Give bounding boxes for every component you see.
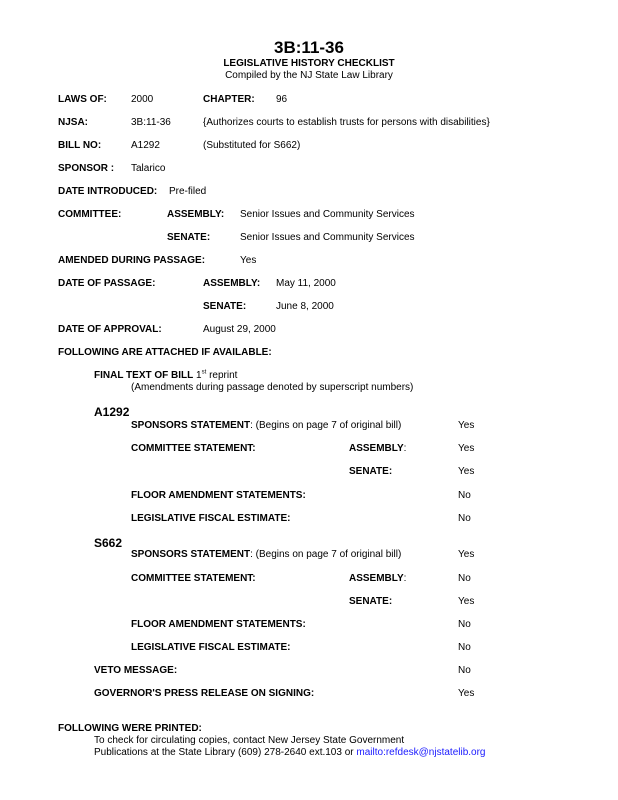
press-release-value: Yes (458, 688, 475, 699)
s662-sponsors-statement (131, 549, 401, 561)
s662-sponsors-note: : (Begins on page 7 of original bill) (250, 549, 402, 560)
printed-line-2 (94, 747, 486, 759)
a1292-floor-value: No (458, 490, 471, 501)
committee-label: COMMITTEE: (58, 209, 122, 220)
s662-assembly-value: No (458, 573, 471, 584)
s662-senate-label: SENATE: (349, 596, 393, 607)
sponsor-label: SPONSOR : (58, 163, 115, 174)
veto-value: No (458, 665, 471, 676)
final-text-line (94, 370, 237, 382)
final-text-number: 1 (196, 370, 202, 381)
a1292-fiscal-value: No (458, 513, 471, 524)
bill-no-value: A1292 (131, 140, 160, 151)
passage-senate-label: SENATE: (203, 301, 247, 312)
a1292-assembly-value: Yes (458, 443, 475, 454)
final-text-superscript: st (201, 369, 207, 376)
njsa-description: {Authorizes courts to establish trusts for persons with disabilities} (203, 117, 490, 128)
chapter-value: 96 (276, 94, 288, 105)
passage-label: DATE OF PASSAGE: (58, 278, 156, 289)
s662-senate-value: Yes (458, 596, 475, 607)
press-release-label: GOVERNOR'S PRESS RELEASE ON SIGNING: (94, 688, 315, 699)
a1292-sponsors-label: SPONSORS STATEMENT (131, 420, 251, 431)
document-citation: 3B:11-36 (274, 38, 344, 57)
passage-senate-value: June 8, 2000 (276, 301, 334, 312)
approval-value: August 29, 2000 (203, 324, 276, 335)
email-link[interactable]: mailto:refdesk@njstatelib.org (356, 747, 486, 758)
passage-assembly-value: May 11, 2000 (276, 278, 336, 289)
a1292-sponsors-value: Yes (458, 420, 475, 431)
committee-senate-value: Senior Issues and Community Services (240, 232, 415, 243)
printed-heading: FOLLOWING WERE PRINTED: (58, 723, 202, 734)
s662-assembly-colon: : (403, 573, 407, 584)
a1292-senate-value: Yes (458, 466, 475, 477)
committee-senate-label: SENATE: (167, 232, 211, 243)
date-introduced-value: Pre-filed (169, 186, 207, 197)
s662-fiscal-label: LEGISLATIVE FISCAL ESTIMATE: (131, 642, 291, 653)
approval-label: DATE OF APPROVAL: (58, 324, 162, 335)
chapter-label: CHAPTER: (203, 94, 255, 105)
a1292-senate-label: SENATE: (349, 466, 393, 477)
veto-label: VETO MESSAGE: (94, 665, 178, 676)
committee-assembly-label: ASSEMBLY: (167, 209, 225, 220)
laws-of-value: 2000 (131, 94, 154, 105)
s662-fiscal-value: No (458, 642, 471, 653)
a1292-sponsors-note: : (Begins on page 7 of original bill) (250, 420, 402, 431)
laws-of-label: LAWS OF: (58, 94, 107, 105)
compiled-by: Compiled by the NJ State Law Library (225, 70, 393, 81)
date-introduced-label: DATE INTRODUCED: (58, 186, 158, 197)
bill-no-label: BILL NO: (58, 140, 102, 151)
njsa-value: 3B:11-36 (131, 117, 171, 128)
passage-assembly-label: ASSEMBLY: (203, 278, 261, 289)
s662-heading: S662 (94, 536, 123, 550)
committee-assembly-value: Senior Issues and Community Services (240, 209, 415, 220)
amended-value: Yes (240, 255, 257, 266)
a1292-floor-label: FLOOR AMENDMENT STATEMENTS: (131, 490, 306, 501)
s662-sponsors-value: Yes (458, 549, 475, 560)
a1292-assembly-colon: : (403, 443, 407, 454)
a1292-committee-label: COMMITTEE STATEMENT: (131, 443, 256, 454)
s662-floor-value: No (458, 619, 471, 630)
s662-assembly-line (349, 573, 406, 585)
printed-line-1: To check for circulating copies, contact New Jersey State Government (94, 735, 405, 746)
final-text-label: FINAL TEXT OF BILL (94, 370, 194, 381)
printed-line-2-text: Publications at the State Library (609) 278-2640 ext.103 or (94, 747, 354, 758)
s662-sponsors-label: SPONSORS STATEMENT (131, 549, 251, 560)
amendments-note: (Amendments during passage denoted by superscript numbers) (131, 382, 414, 393)
a1292-heading: A1292 (94, 405, 130, 419)
s662-assembly-label: ASSEMBLY (349, 573, 404, 584)
s662-committee-label: COMMITTEE STATEMENT: (131, 573, 256, 584)
a1292-assembly-label: ASSEMBLY (349, 443, 404, 454)
a1292-sponsors-statement (131, 420, 401, 432)
amended-label: AMENDED DURING PASSAGE: (58, 255, 206, 266)
njsa-label: NJSA: (58, 117, 89, 128)
document-title: LEGISLATIVE HISTORY CHECKLIST (223, 58, 395, 69)
a1292-assembly-line (349, 443, 406, 455)
a1292-fiscal-label: LEGISLATIVE FISCAL ESTIMATE: (131, 513, 291, 524)
s662-floor-label: FLOOR AMENDMENT STATEMENTS: (131, 619, 306, 630)
attached-heading: FOLLOWING ARE ATTACHED IF AVAILABLE: (58, 347, 272, 358)
final-text-value: reprint (209, 370, 238, 381)
sponsor-value: Talarico (131, 163, 166, 174)
bill-no-note: (Substituted for S662) (203, 140, 301, 151)
